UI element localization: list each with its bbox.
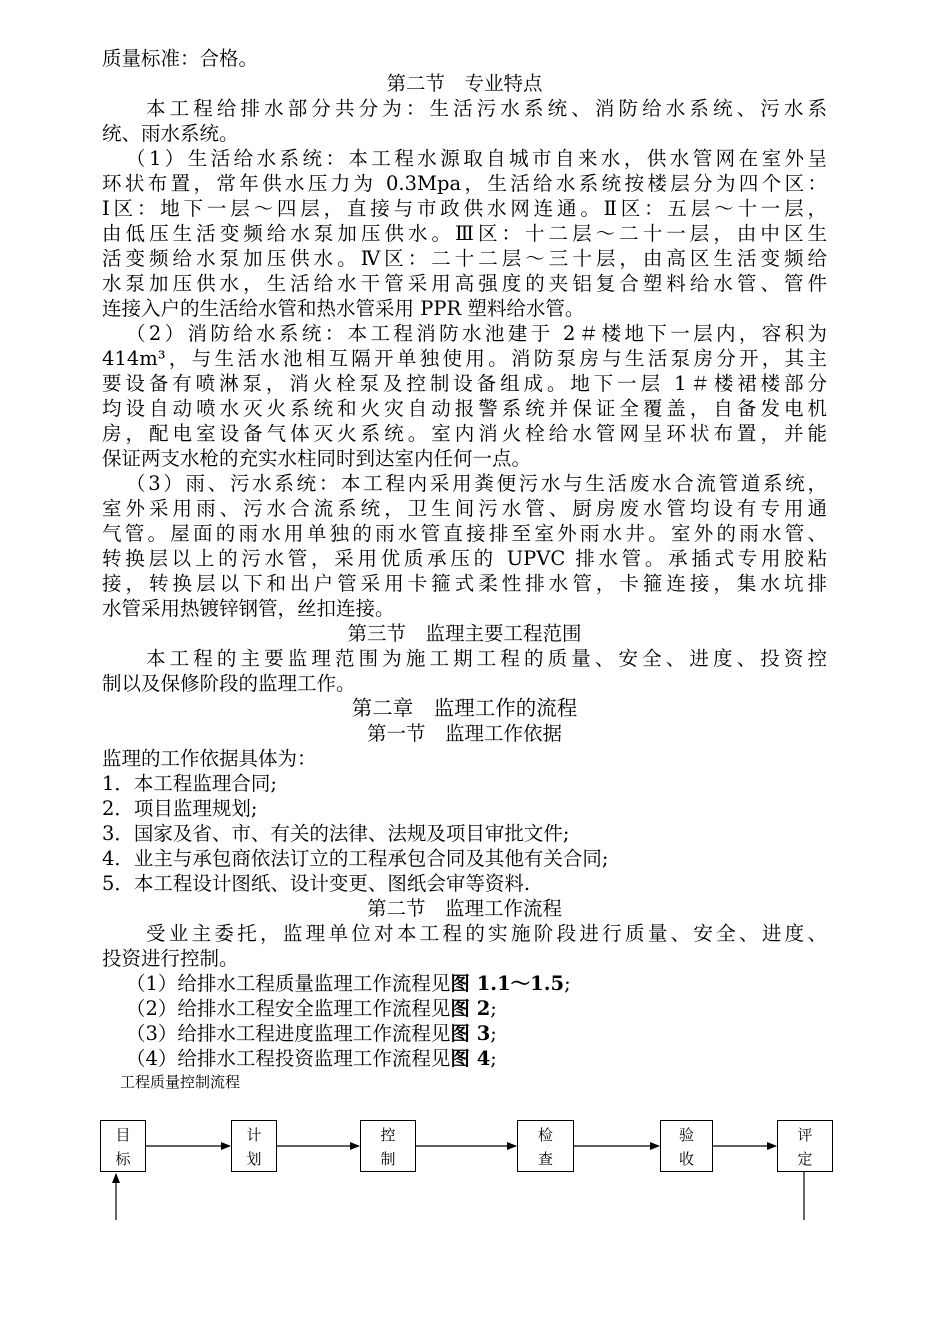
box-char: 制 [380,1150,396,1168]
para-4-line: 水管采用热镀锌钢管，丝扣连接。 [102,597,395,620]
flow-ref-item [102,1046,827,1071]
flow-box-accept [660,1120,713,1172]
section-3-title: 第三节 监理主要工程范围 [347,622,582,645]
box-char: 控 [380,1126,396,1144]
box-char: 收 [678,1150,694,1168]
para-4-line: （3）雨、污水系统：本工程内采用粪便污水与生活废水合流管道系统， [126,472,827,495]
quality-standard-line: 质量标准：合格。 [102,47,259,70]
para-2-line: 环状布置，常年供水压力为 0.3Mpa，生活给水系统按楼层分为四个区： [102,172,827,195]
box-char: 验 [678,1126,694,1144]
chapter-2-title: 第二章 监理工作的流程 [351,696,578,720]
flow-ref-end: ; [490,1022,497,1045]
box-char: 检 [537,1126,553,1144]
box-char: 计 [246,1126,262,1144]
para-2-line: 水泵加压供水，生活给水干管采用高强度的夹铝复合塑料给水管、管件 [102,272,827,295]
basis-intro: 监理的工作依据具体为： [102,747,317,770]
para-5-line: 制以及保修阶段的监理工作。 [102,672,356,695]
flow-ref-end: ; [490,1047,497,1070]
figure-ref: 图 4 [450,1047,491,1070]
para-4-line: 转换层以上的污水管，采用优质承压的 UPVC 排水管。承插式专用胶粘 [102,547,827,570]
flow-box-inspect [517,1120,574,1172]
figure-ref: 图 2 [450,997,491,1020]
basis-item: 5．本工程设计图纸、设计变更、图纸会审等资料. [102,872,531,895]
para-4-line: 室外采用雨、污水合流系统，卫生间污水管、厨房废水管均设有专用通 [102,497,827,520]
box-char: 查 [537,1150,553,1168]
para-4-line: 接，转换层以下和出户管采用卡箍式柔性排水管，卡箍连接，集水坑排 [102,572,827,595]
figure-ref: 图 3 [450,1022,491,1045]
flow-box-target [100,1120,146,1172]
flow-ref-item [102,996,827,1021]
diagram-caption: 工程质量控制流程 [120,1073,241,1091]
flow-ref-end: ; [564,972,571,995]
para-3-line: （2）消防给水系统：本工程消防水池建于 2＃楼地下一层内，容积为 [126,322,827,345]
box-char: 标 [115,1150,131,1168]
basis-item: 4．业主与承包商依法订立的工程承包合同及其他有关合同; [102,847,609,870]
para-3-line: 保证两支水枪的充实水柱同时到达室内任何一点。 [102,447,532,470]
box-char: 定 [797,1150,813,1168]
box-char: 划 [246,1150,262,1168]
para-5-line: 本工程的主要监理范围为施工期工程的质量、安全、进度、投资控 [146,647,827,670]
para-1-line: 本工程给排水部分共分为：生活污水系统、消防给水系统、污水系 [146,97,827,120]
box-char: 目 [115,1126,131,1144]
para-2-line: 连接入户的生活给水管和热水管采用 PPR 塑料给水管。 [102,297,585,320]
figure-ref: 图 1.1～1.5 [450,972,565,995]
section-2b-title: 第二节 监理工作流程 [366,897,562,920]
basis-item: 3．国家及省、市、有关的法律、法规及项目审批文件; [102,822,570,845]
para-3-line: 要设备有喷淋泵，消火栓泵及控制设备组成。地下一层 1＃楼裙楼部分 [102,372,827,395]
flow-ref-end: ; [490,997,497,1020]
para-1-line: 统、雨水系统。 [102,122,239,145]
para-2-line: （1）生活给水系统：本工程水源取自城市自来水，供水管网在室外呈 [126,147,827,170]
flow-ref-item [102,971,827,996]
para-2-line: 由低压生活变频给水泵加压供水。Ⅲ区：十二层～二十一层，由中区生 [102,222,827,245]
flow-ref-text: （1）给排水工程质量监理工作流程见 [126,972,451,995]
para-3-line: 房，配电室设备气体灭火系统。室内消火栓给水管网呈环状布置，并能 [102,422,827,445]
basis-item: 1．本工程监理合同; [102,772,277,795]
section-1-title: 第一节 监理工作依据 [366,722,562,745]
para-3-line: 均设自动喷水灭火系统和火灾自动报警系统并保证全覆盖，自备发电机 [102,397,827,420]
document-body [102,46,827,1071]
para-6-line: 投资进行控制。 [102,947,239,970]
flow-ref-text: （3）给排水工程进度监理工作流程见 [126,1022,451,1045]
flow-box-control [360,1120,416,1172]
flow-box-plan [231,1120,277,1172]
box-char: 评 [797,1126,813,1144]
para-6-line: 受业主委托，监理单位对本工程的实施阶段进行质量、安全、进度、 [146,922,827,945]
section-2-title: 第二节 专业特点 [386,72,543,95]
para-3-line: 414m³，与生活水池相互隔开单独使用。消防泵房与生活泵房分开，其主 [102,347,827,370]
flow-ref-text: （2）给排水工程安全监理工作流程见 [126,997,451,1020]
flow-box-evaluate [777,1120,833,1172]
para-4-line: 气管。屋面的雨水用单独的雨水管直接排至室外雨水井。室外的雨水管、 [102,522,827,545]
flow-ref-item [102,1021,827,1046]
basis-item: 2．项目监理规划; [102,797,258,820]
para-2-line: 活变频给水泵加压供水。Ⅳ区：二十二层～三十层，由高区生活变频给 [102,247,827,270]
para-2-line: Ⅰ区：地下一层～四层，直接与市政供水网连通。Ⅱ区：五层～十一层， [102,197,827,220]
flow-ref-text: （4）给排水工程投资监理工作流程见 [126,1047,451,1070]
